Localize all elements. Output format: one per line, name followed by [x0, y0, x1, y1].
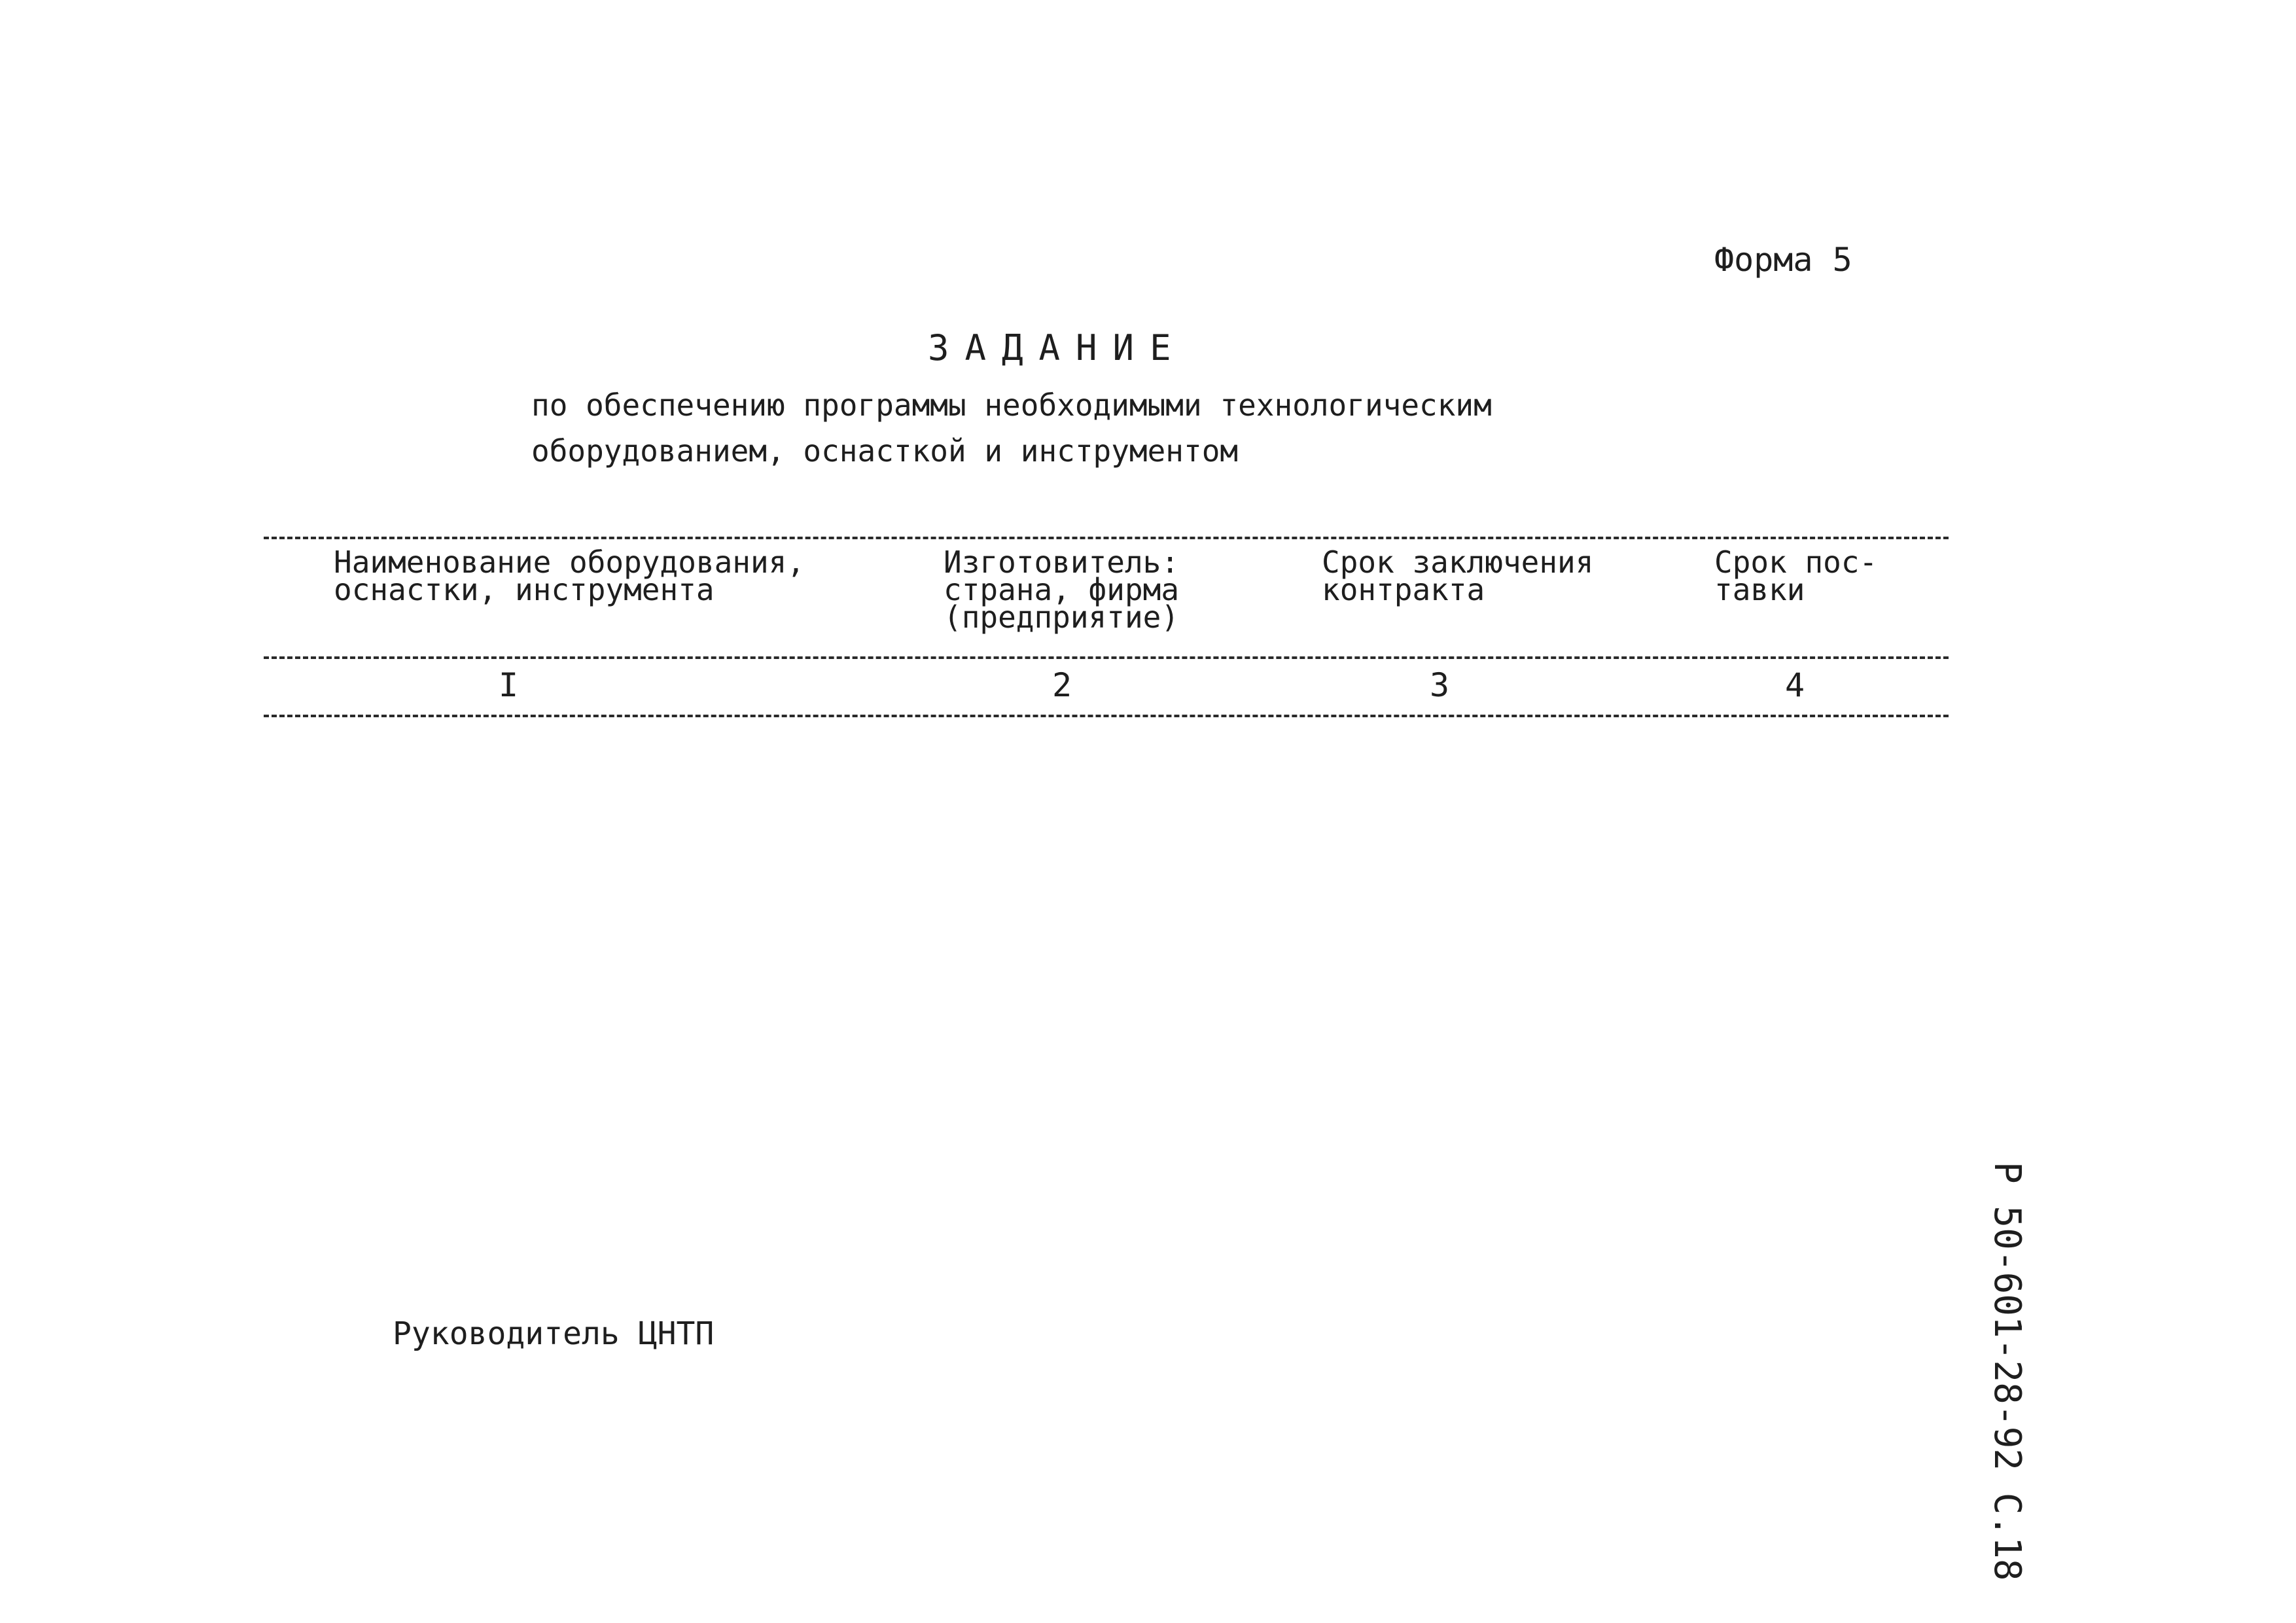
header-line: Изготовитель: [944, 544, 1180, 580]
table-top-rule [264, 537, 1949, 539]
signature-label: Руководитель ЦНТП [393, 1315, 715, 1352]
table-header-delivery-date [1714, 544, 1878, 607]
header-line: контракта [1322, 572, 1485, 607]
column-number-1: I [499, 666, 519, 704]
column-number-2: 2 [1052, 666, 1072, 704]
table-header-contract-date [1322, 544, 1594, 607]
form-label: Форма 5 [1714, 241, 1852, 279]
header-line: Наименование оборудования, [334, 544, 805, 580]
header-line: тавки [1714, 572, 1805, 607]
column-number-3: 3 [1430, 666, 1450, 704]
document-code: Р 50-601-28-92 С.18 [1986, 1162, 2028, 1581]
table-bottom-rule [264, 715, 1949, 717]
document-title: ЗАДАНИЕ [928, 327, 1187, 368]
header-line: Срок заключения [1322, 544, 1594, 580]
table-header-equipment-name [334, 544, 805, 607]
header-line: Срок пос- [1714, 544, 1878, 580]
header-line: страна, фирма [944, 572, 1180, 607]
column-number-4: 4 [1785, 666, 1805, 704]
subtitle-line-2: оборудованием, оснасткой и инструментом [531, 433, 1239, 469]
subtitle-line-1: по обеспечению программы необходимыми технологическим [531, 387, 1492, 423]
header-line: оснастки, инструмента [334, 572, 715, 607]
table-header-manufacturer [944, 544, 1180, 635]
table-header-rule [264, 656, 1949, 659]
header-line: (предприятие) [944, 599, 1180, 635]
